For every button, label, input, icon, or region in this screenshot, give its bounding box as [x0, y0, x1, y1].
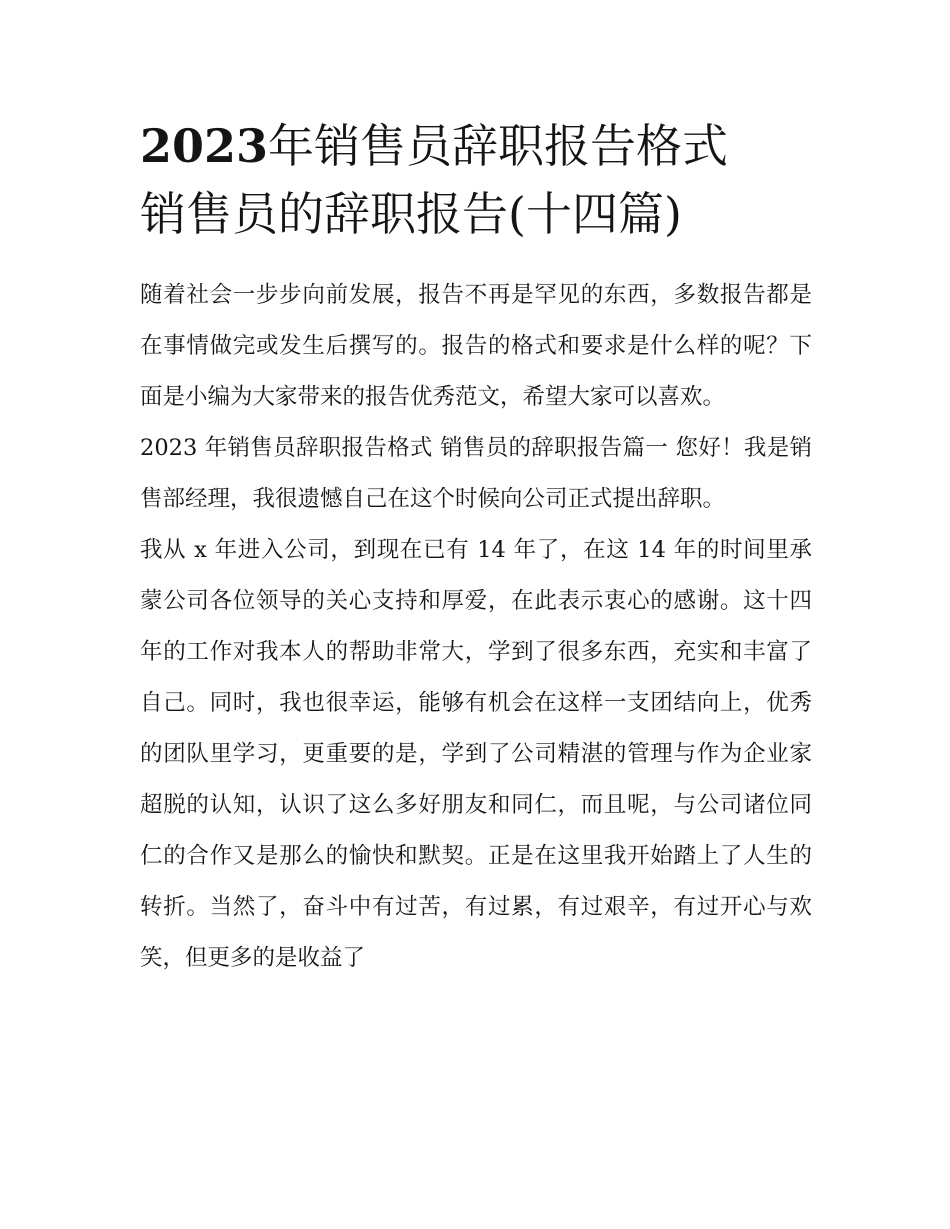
- document-title: [140, 112, 812, 248]
- document-page: [140, 112, 812, 984]
- title-line-1: [140, 112, 812, 180]
- document-body: [140, 270, 812, 984]
- title-year: 2023: [140, 119, 269, 173]
- paragraph-greeting: 2023 年销售员辞职报告格式 销售员的辞职报告篇一 您好！我是销售部经理，我很遗憾自己在这个时候向公司正式提出辞职。: [140, 435, 812, 512]
- title-line-2: 销售员的辞职报告(十四篇): [140, 187, 682, 241]
- paragraph-intro: 随着社会一步步向前发展，报告不再是罕见的东西，多数报告都是在事情做完或发生后撰写的。报告的格式和要求是什么样的呢？下面是小编为大家带来的报告优秀范文，希望大家可以喜欢。: [140, 282, 812, 410]
- paragraph-body: 我从 x 年进入公司，到现在已有 14 年了，在这 14 年的时间里承蒙公司各位领导的关心支持和厚爱，在此表示衷心的感谢。这十四年的工作对我本人的帮助非常大，学到了很多东西，充实和丰富了自己。同时，我也很幸运，能够有机会在这样一支团结向上，优秀的团队里学习，更重要的是，学到了公司精湛的管理与作为企业家超脱的认知，认识了这么多好朋友和同仁，而且呢，与公司诸位同仁的合作又是那么的愉快和默契。正是在这里我开始踏上了人生的转折。当然了，奋斗中有过苦，有过累，有过艰辛，有过开心与欢笑，但更多的是收益了: [140, 537, 812, 971]
- title-line-1-text: 年销售员辞职报告格式: [268, 119, 729, 173]
